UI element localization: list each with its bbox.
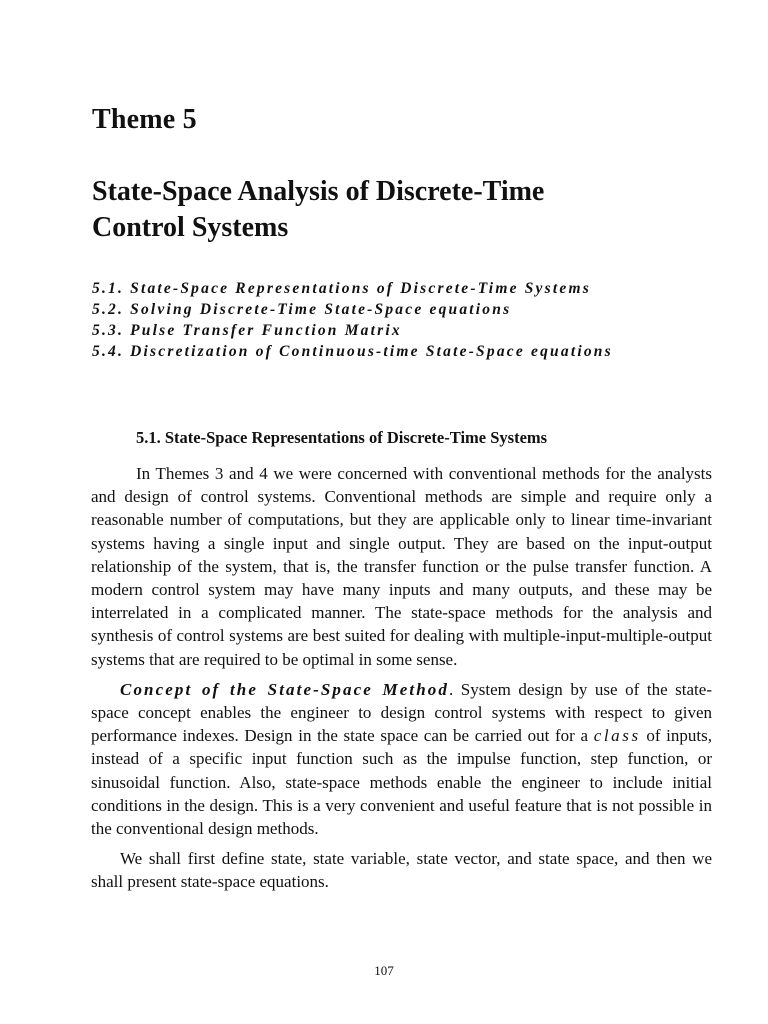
paragraph-3: We shall first define state, state variable, state vector, and state space, and then we shall present state-space equations. [91,849,712,892]
toc-item: 5.2. Solving Discrete-Time State-Space equations [92,301,512,318]
paragraph-2 [91,678,712,840]
section-heading: 5.1. State-Space Representations of Discrete-Time Systems [136,428,548,447]
paragraph-1: In Themes 3 and 4 we were concerned with conventional methods for the analysts and design of control systems. Conventional methods are simple and require only a reasonable number of computations, but they are applicable only to linear time-invariant systems having a single input and single output. They are based on the input-output relationship of the system, that is, the transfer function or the pulse transfer function. A modern control system may have many inputs and many outputs, and these may be interrelated in a complicated manner. The state-space methods for the analysis and synthesis of control systems are best suited for dealing with multiple-input-multiple-output systems that are required to be optimal in some sense. [91,464,712,669]
body-text [91,462,712,894]
chapter-title [92,174,712,246]
chapter-title-line-1: State-Space Analysis of Discrete-Time [92,176,545,207]
toc-item: 5.4. Discretization of Continuous-time State-Space equations [92,343,613,360]
emphasized-word: class [593,726,641,746]
theme-label: Theme 5 [92,104,197,135]
toc-item: 5.3. Pulse Transfer Function Matrix [92,322,402,339]
concept-run-in-heading: Concept of the State-Space Method [120,679,449,699]
concept-heading-punct: . [449,679,454,699]
page-number: 107 [374,963,394,978]
chapter-title-line-2: Control Systems [92,212,289,243]
table-of-contents [92,278,732,362]
paragraph-2-text-b: of inputs, instead of a specific input function such as the impulse function, step function, or sinusoidal function. Also, state-space methods enable the engineer to include initial conditions in the design. This is a very convenient and useful feature that is not possible in the conventional design methods. [91,726,712,839]
toc-item: 5.1. State-Space Representations of Discrete-Time Systems [92,280,591,297]
paragraph-2-text-a: System design by use of the state-space concept enables the engineer to design control systems with respect to given performance indexes. Design in the state space can be carried out for a [91,679,712,746]
